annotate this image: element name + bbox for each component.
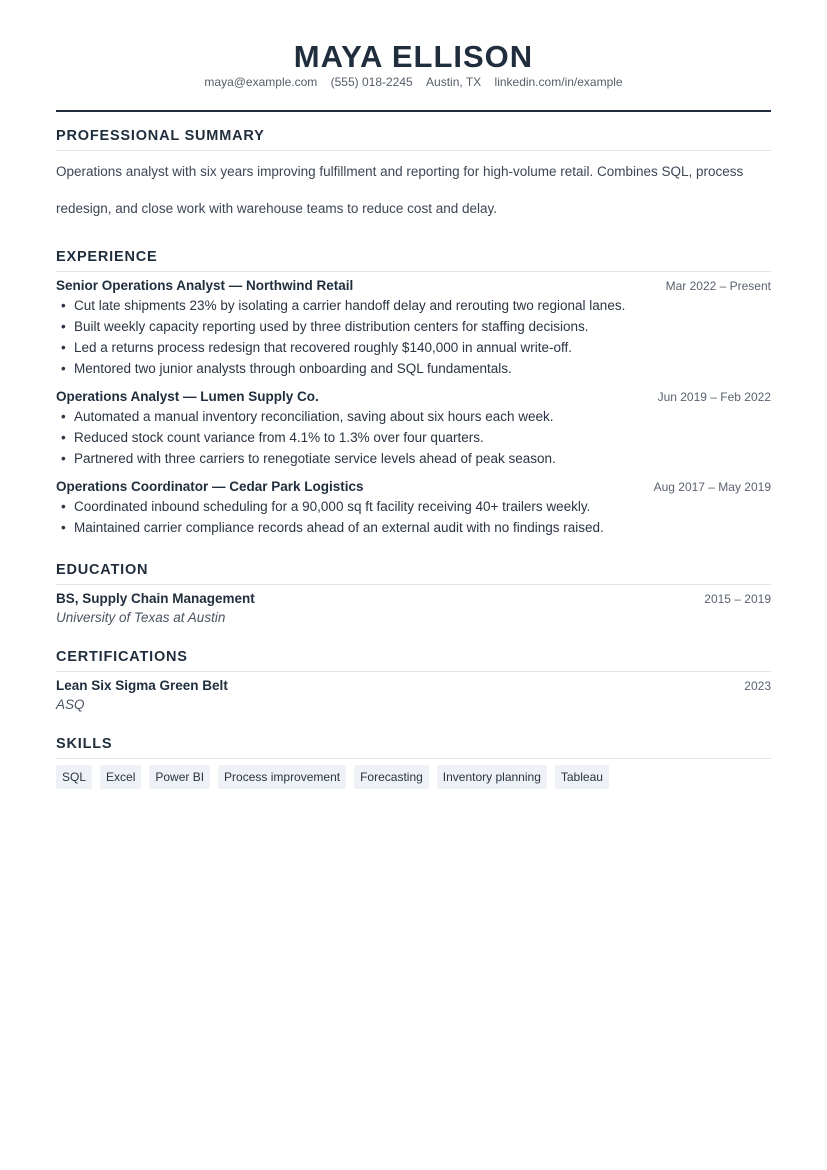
experience-section (56, 249, 771, 538)
job-bullet: • Automated a manual inventory reconciliation, saving about six hours each week. (56, 406, 771, 427)
certifications-section (56, 649, 771, 712)
candidate-name: MAYA ELLISON (293, 39, 534, 74)
experience-entry (56, 479, 771, 538)
skills-section (56, 736, 771, 789)
certification-name: Lean Six Sigma Green Belt (56, 678, 228, 693)
experience-entry (56, 278, 771, 379)
job-bullet: • Built weekly capacity reporting used by three distribution centers for staffing decisions. (56, 316, 771, 337)
entry-header (56, 278, 771, 293)
education-dates: 2015 – 2019 (704, 592, 771, 606)
summary-section (56, 128, 771, 227)
contact-phone: (555) 018-2245 (330, 75, 413, 89)
resume-header (56, 40, 771, 90)
certification-year: 2023 (744, 679, 771, 693)
skill-tag: Power BI (149, 765, 210, 789)
certification-issuer: ASQ (56, 697, 85, 712)
contact-location: Austin, TX (426, 75, 482, 89)
job-bullet: • Cut late shipments 23% by isolating a carrier handoff delay and rerouting two regional lanes. (56, 295, 771, 316)
job-title: Senior Operations Analyst — Northwind Retail (56, 278, 354, 293)
contact-linkedin[interactable]: linkedin.com/in/example (494, 75, 623, 89)
education-heading: EDUCATION (56, 562, 771, 585)
job-bullet: • Led a returns process redesign that recovered roughly $140,000 in annual write-off. (56, 337, 771, 358)
job-dates: Mar 2022 – Present (665, 279, 771, 293)
contact-line (56, 74, 771, 90)
job-bullet: • Coordinated inbound scheduling for a 90,000 sq ft facility receiving 40+ trailers weekly. (56, 496, 771, 517)
job-bullets (56, 295, 771, 379)
certifications-heading: CERTIFICATIONS (56, 649, 771, 672)
job-dates: Jun 2019 – Feb 2022 (657, 390, 771, 404)
skill-tag: Excel (100, 765, 141, 789)
summary-heading: PROFESSIONAL SUMMARY (56, 128, 771, 151)
education-entry (56, 591, 771, 625)
job-bullet: • Partnered with three carriers to renegotiate service levels ahead of peak season. (56, 448, 771, 469)
job-bullets (56, 496, 771, 538)
job-bullet: • Maintained carrier compliance records ahead of an external audit with no findings raised. (56, 517, 771, 538)
job-dates: Aug 2017 – May 2019 (653, 480, 771, 494)
contact-email[interactable]: maya@example.com (204, 75, 318, 89)
job-bullet: • Mentored two junior analysts through onboarding and SQL fundamentals. (56, 358, 771, 379)
summary-text: Operations analyst with six years improving fulfillment and reporting for high-volume retail. Combines SQL, process redesign, and close work with warehouse teams to reduce cost and delay. (56, 164, 744, 216)
entry-header (56, 678, 771, 693)
skill-tag: Process improvement (218, 765, 346, 789)
entry-header (56, 591, 771, 606)
skill-tag: Forecasting (354, 765, 429, 789)
skill-tag: Tableau (555, 765, 609, 789)
entry-header (56, 389, 771, 404)
school-name: University of Texas at Austin (56, 610, 226, 625)
entry-header (56, 479, 771, 494)
job-title: Operations Analyst — Lumen Supply Co. (56, 389, 319, 404)
education-section (56, 562, 771, 625)
job-bullet: • Reduced stock count variance from 4.1% to 1.3% over four quarters. (56, 427, 771, 448)
job-bullets (56, 406, 771, 469)
skills-list (56, 765, 771, 789)
experience-entry (56, 389, 771, 469)
job-title: Operations Coordinator — Cedar Park Logistics (56, 479, 364, 494)
certification-entry (56, 678, 771, 712)
experience-heading: EXPERIENCE (56, 249, 771, 272)
header-divider (56, 110, 771, 112)
degree-title: BS, Supply Chain Management (56, 591, 255, 606)
skill-tag: Inventory planning (437, 765, 547, 789)
skill-tag: SQL (56, 765, 92, 789)
skills-heading: SKILLS (56, 736, 771, 759)
